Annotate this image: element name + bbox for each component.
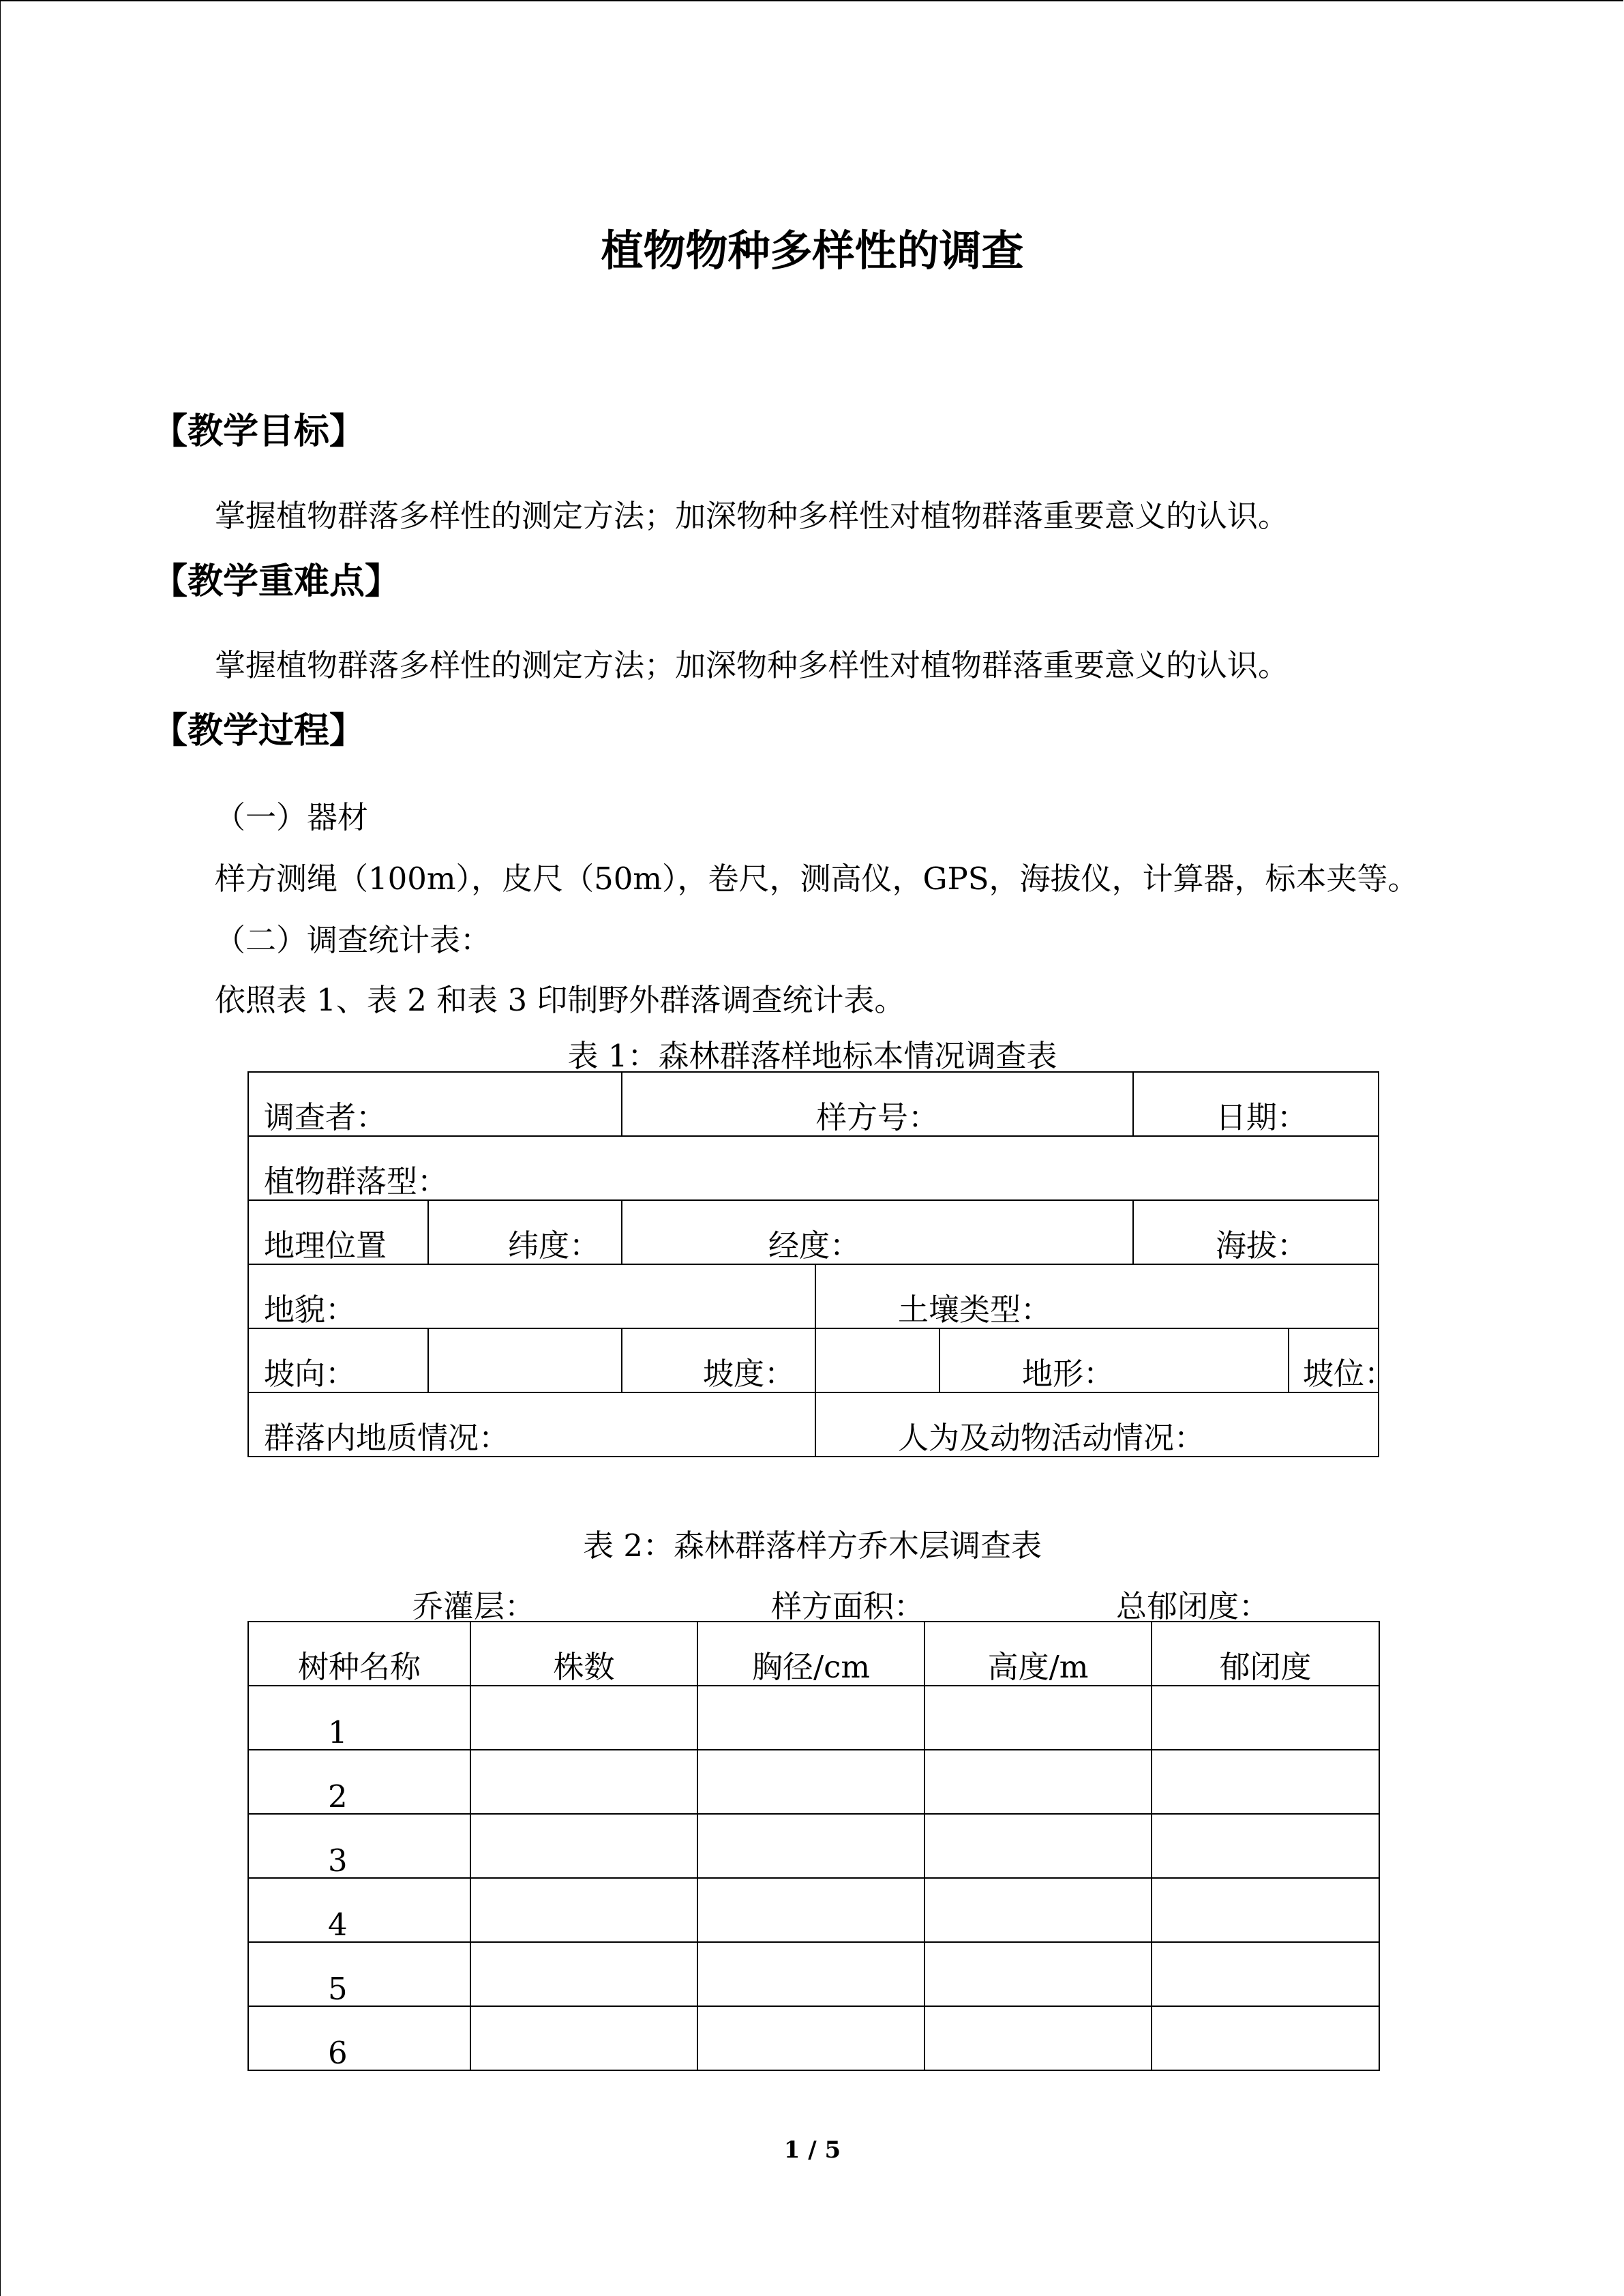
row-number: 3 — [248, 1814, 470, 1878]
table2-area-label: 样方面积： — [771, 1588, 925, 1624]
plot-no-cell: 样方号： — [622, 1072, 1133, 1136]
table1-survey-form — [247, 1071, 1396, 1457]
table2-tree-layer — [247, 1621, 1380, 2071]
table2-layer-label: 乔灌层： — [412, 1588, 536, 1624]
tables-text: 依照表 1、表 2 和表 3 印制野外群落调查统计表。 — [215, 982, 905, 1018]
table2-canopy-label: 总郁闭度： — [1116, 1588, 1270, 1624]
community-type-cell: 植物群落型： — [248, 1136, 1379, 1200]
equipment-text: 样方测绳（100m），皮尺（50m），卷尺，测高仪，GPS，海拔仪，计算器，标本夹等。 — [215, 861, 1419, 897]
table-cell — [470, 1750, 697, 1814]
table-cell — [924, 1878, 1152, 1942]
altitude-cell: 海拔： — [1133, 1200, 1379, 1264]
table-cell — [470, 1942, 697, 2006]
table-cell — [697, 1942, 924, 2006]
latitude-label: 纬度： — [508, 1227, 601, 1264]
soil-type-cell: 土壤类型： — [815, 1264, 1379, 1328]
table-row — [248, 1814, 1379, 1878]
key-points-text: 掌握植物群落多样性的测定方法；加深物种多样性对植物群落重要意义的认识。 — [215, 647, 1289, 683]
process-heading: 【教学过程】 — [152, 711, 365, 751]
table-cell — [697, 1814, 924, 1878]
longitude-label: 经度： — [768, 1227, 861, 1264]
human-activity-cell: 人为及动物活动情况： — [815, 1392, 1379, 1457]
row-number: 4 — [248, 1878, 470, 1942]
table-row — [248, 1686, 1379, 1750]
aspect-value-cell — [428, 1328, 622, 1392]
table-cell — [697, 1686, 924, 1750]
table-cell — [924, 1942, 1152, 2006]
table-row — [248, 1878, 1379, 1942]
row-number: 6 — [248, 2006, 470, 2070]
table-cell — [1152, 1814, 1379, 1878]
table-cell — [924, 2006, 1152, 2070]
header-species: 树种名称 — [248, 1622, 470, 1686]
row-number: 2 — [248, 1750, 470, 1814]
slope-cell: 坡度： — [622, 1328, 815, 1392]
table-cell — [924, 1686, 1152, 1750]
table-row — [248, 1750, 1379, 1814]
table-cell — [1152, 2006, 1379, 2070]
table-cell — [924, 1814, 1152, 1878]
table-cell — [1152, 1686, 1379, 1750]
page-number: 1 / 5 — [783, 2136, 841, 2164]
key-points-heading: 【教学重难点】 — [152, 561, 401, 602]
table-cell — [697, 2006, 924, 2070]
table1-caption: 表 1：森林群落样地标本情况调查表 — [567, 1038, 1057, 1074]
tables-label: （二）调查统计表： — [215, 922, 492, 958]
aspect-cell: 坡向： — [248, 1328, 428, 1392]
table-row — [248, 2006, 1379, 2070]
landform-cell: 地貌： — [248, 1264, 815, 1328]
table-cell — [697, 1878, 924, 1942]
table-cell — [470, 1878, 697, 1942]
geology-cell: 群落内地质情况： — [248, 1392, 815, 1457]
table-row — [248, 1942, 1379, 2006]
table-cell — [470, 2006, 697, 2070]
surveyor-cell: 调查者： — [248, 1072, 622, 1136]
row-number: 5 — [248, 1942, 470, 2006]
location-cell: 地理位置 — [248, 1200, 428, 1264]
objectives-text: 掌握植物群落多样性的测定方法；加深物种多样性对植物群落重要意义的认识。 — [215, 498, 1289, 534]
slope-value-cell — [815, 1328, 939, 1392]
table-cell — [470, 1814, 697, 1878]
table-cell — [1152, 1942, 1379, 2006]
table-cell — [1152, 1750, 1379, 1814]
latitude-cell — [428, 1200, 622, 1264]
table-cell — [924, 1750, 1152, 1814]
equipment-label: （一）器材 — [215, 799, 369, 835]
header-canopy: 郁闭度 — [1152, 1622, 1379, 1686]
table2-caption: 表 2：森林群落样方乔木层调查表 — [583, 1527, 1042, 1564]
row-number: 1 — [248, 1686, 470, 1750]
table-cell — [470, 1686, 697, 1750]
slope-position-cell: 坡位： — [1289, 1328, 1379, 1392]
table-cell — [1152, 1878, 1379, 1942]
header-height: 高度/m — [924, 1622, 1152, 1686]
longitude-cell — [622, 1200, 1133, 1264]
table-cell — [697, 1750, 924, 1814]
date-cell: 日期： — [1133, 1072, 1379, 1136]
page-title: 植物物种多样性的调查 — [601, 226, 1024, 275]
objectives-heading: 【教学目标】 — [152, 411, 365, 452]
header-dbh: 胸径/cm — [697, 1622, 924, 1686]
terrain-cell: 地形： — [939, 1328, 1289, 1392]
header-count: 株数 — [470, 1622, 697, 1686]
